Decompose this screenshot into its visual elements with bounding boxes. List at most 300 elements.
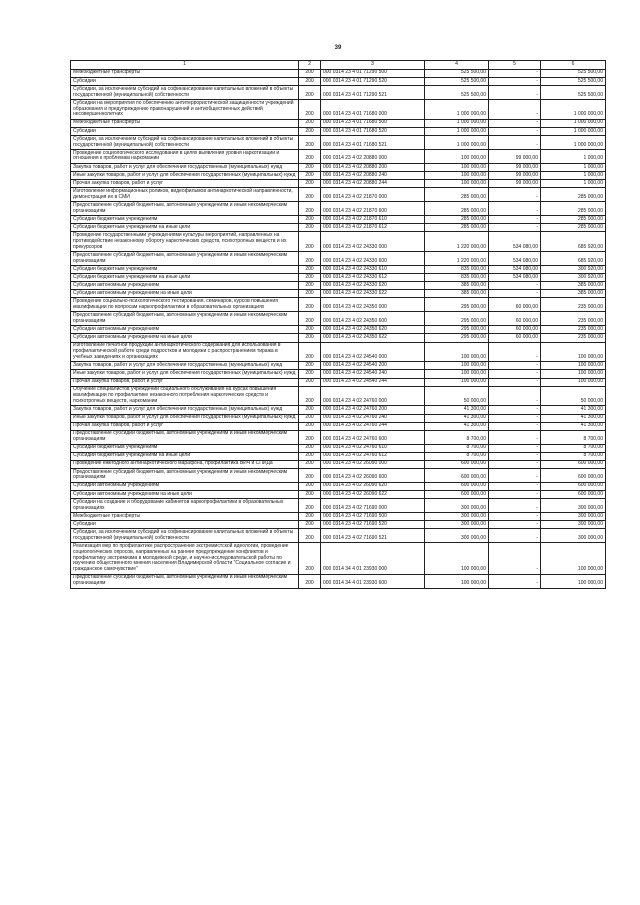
row-executed-amount: - xyxy=(489,406,541,414)
row-executed-amount: - xyxy=(489,127,541,135)
table-row xyxy=(71,460,606,468)
row-remaining-amount: 100 000,00 xyxy=(541,543,606,575)
row-name: Субсидии автономным учреждениям xyxy=(71,482,299,490)
table-row xyxy=(71,86,606,100)
table-header-row xyxy=(71,61,606,70)
row-name: Субсидии xyxy=(71,521,299,529)
row-executed-amount: - xyxy=(489,290,541,298)
row-executed-amount: 60 000,00 xyxy=(489,326,541,334)
row-name: Закупка товаров, работ и услуг для обеспечения государственных (муниципальных) нужд xyxy=(71,362,299,370)
row-name: Межбюджетные трансферты xyxy=(71,69,299,77)
row-name: Иные закупки товаров, работ и услуг для обеспечения государственных (муниципальных) нужд xyxy=(71,370,299,378)
row-executed-amount: - xyxy=(489,422,541,430)
row-line-code: 200 xyxy=(299,574,321,588)
row-name: Предоставление субсидий бюджетным, автономным учреждениям и иным некоммерческим организациям xyxy=(71,430,299,444)
row-remaining-amount: 300 920,00 xyxy=(541,266,606,274)
table-row xyxy=(71,69,606,77)
row-name: Субсидии xyxy=(71,127,299,135)
row-budget-code: 000 0314 23 4 02 24330 610 xyxy=(321,266,425,274)
row-remaining-amount: 50 000,00 xyxy=(541,386,606,406)
row-approved-amount: 525 500,00 xyxy=(425,69,489,77)
table-row xyxy=(71,77,606,85)
row-budget-code: 000 0314 23 4 02 21870 610 xyxy=(321,216,425,224)
row-executed-amount: - xyxy=(489,529,541,543)
row-line-code: 200 xyxy=(299,252,321,266)
row-executed-amount: - xyxy=(489,77,541,85)
row-name: Субсидии, за исключением субсидий на софинансирование капитальных вложений в объекты государственной (муниципальной) собственности xyxy=(71,136,299,150)
row-name: Субсидии автономным учреждениям на иные цели xyxy=(71,490,299,498)
row-budget-code: 000 0314 34 4 01 23930 000 xyxy=(321,543,425,575)
row-executed-amount: 534 080,00 xyxy=(489,266,541,274)
row-budget-code: 000 0314 23 4 02 26090 622 xyxy=(321,490,425,498)
budget-table xyxy=(70,60,606,589)
table-row xyxy=(71,180,606,188)
row-remaining-amount: 1 000 000,00 xyxy=(541,136,606,150)
row-budget-code: 000 0314 23 4 02 24540 000 xyxy=(321,342,425,362)
row-budget-code: 000 0314 23 4 01 71290 500 xyxy=(321,69,425,77)
row-name: Проведение государственными учреждениями культуры мероприятий, направленных на противодействие незаконному обороту наркотических средств, психотропных веществ и их прекурсоров xyxy=(71,232,299,252)
row-name: Предоставление субсидий бюджетным, автономным учреждениям и иным некоммерческим организациям xyxy=(71,574,299,588)
row-remaining-amount: 285 000,00 xyxy=(541,224,606,232)
row-approved-amount: 1 000 000,00 xyxy=(425,119,489,127)
row-budget-code: 000 0314 23 4 02 24350 000 xyxy=(321,298,425,312)
row-remaining-amount: 600 000,00 xyxy=(541,490,606,498)
row-approved-amount: 41 300,00 xyxy=(425,414,489,422)
row-budget-code: 000 0314 23 4 02 24760 240 xyxy=(321,414,425,422)
row-executed-amount: 534 080,00 xyxy=(489,232,541,252)
row-name: Предоставление субсидий бюджетным, автономным учреждениям и иным некоммерческим организациям xyxy=(71,312,299,326)
table-row xyxy=(71,370,606,378)
table-row xyxy=(71,543,606,575)
column-header: 5 xyxy=(489,61,541,70)
row-budget-code: 000 0314 23 4 01 71680 521 xyxy=(321,136,425,150)
row-executed-amount: - xyxy=(489,86,541,100)
row-approved-amount: 1 220 000,00 xyxy=(425,252,489,266)
row-approved-amount: 100 000,00 xyxy=(425,370,489,378)
row-name: Межбюджетные трансферты xyxy=(71,119,299,127)
row-budget-code: 000 0314 23 4 01 71680 520 xyxy=(321,127,425,135)
row-name: Субсидии на создание и оборудование кабинетов наркопрофилактики в образовательных организациях xyxy=(71,499,299,513)
table-row xyxy=(71,202,606,216)
row-budget-code: 000 0314 23 4 02 71690 521 xyxy=(321,529,425,543)
row-line-code: 200 xyxy=(299,468,321,482)
row-line-code: 200 xyxy=(299,298,321,312)
row-line-code: 200 xyxy=(299,163,321,171)
row-approved-amount: 600 000,00 xyxy=(425,468,489,482)
row-approved-amount: 285 000,00 xyxy=(425,224,489,232)
row-name: Обучение специалистов учреждений социального обслуживания на курсах повышения квалификации по профилактике незаконного потребления наркотических средств и психотропных веществ, наркомании xyxy=(71,386,299,406)
row-remaining-amount: 235 000,00 xyxy=(541,298,606,312)
row-approved-amount: 100 000,00 xyxy=(425,342,489,362)
row-budget-code: 000 0314 23 4 02 71690 520 xyxy=(321,521,425,529)
row-approved-amount: 41 300,00 xyxy=(425,406,489,414)
row-approved-amount: 8 700,00 xyxy=(425,430,489,444)
row-name: Закупка товаров, работ и услуг для обеспечения государственных (муниципальных) нужд xyxy=(71,163,299,171)
row-remaining-amount: 300 000,00 xyxy=(541,499,606,513)
row-remaining-amount: 525 500,00 xyxy=(541,86,606,100)
table-row xyxy=(71,430,606,444)
row-name: Субсидии бюджетным учреждениям xyxy=(71,216,299,224)
table-row xyxy=(71,136,606,150)
table-row xyxy=(71,406,606,414)
row-approved-amount: 285 000,00 xyxy=(425,188,489,202)
row-remaining-amount: 100 000,00 xyxy=(541,574,606,588)
row-budget-code: 000 0314 23 4 02 24760 244 xyxy=(321,422,425,430)
table-row xyxy=(71,266,606,274)
row-line-code: 200 xyxy=(299,290,321,298)
row-line-code: 200 xyxy=(299,414,321,422)
table-row xyxy=(71,521,606,529)
row-remaining-amount: 100 000,00 xyxy=(541,378,606,386)
row-remaining-amount: 100 000,00 xyxy=(541,362,606,370)
row-remaining-amount: 300 000,00 xyxy=(541,521,606,529)
row-name: Субсидии, за исключением субсидий на софинансирование капитальных вложений в объекты государственной (муниципальной) собственности xyxy=(71,86,299,100)
table-row xyxy=(71,127,606,135)
row-budget-code: 000 0314 23 4 02 24330 600 xyxy=(321,252,425,266)
row-executed-amount: - xyxy=(489,490,541,498)
row-executed-amount: - xyxy=(489,460,541,468)
row-approved-amount: 300 000,00 xyxy=(425,513,489,521)
row-executed-amount: 99 000,00 xyxy=(489,163,541,171)
row-budget-code: 000 0314 23 4 01 71680 500 xyxy=(321,119,425,127)
table-row xyxy=(71,224,606,232)
row-approved-amount: 285 000,00 xyxy=(425,202,489,216)
row-executed-amount: - xyxy=(489,386,541,406)
table-row xyxy=(71,468,606,482)
row-budget-code: 000 0314 23 4 02 20880 000 xyxy=(321,150,425,164)
row-executed-amount: - xyxy=(489,370,541,378)
page-number: 39 xyxy=(334,45,342,51)
row-budget-code: 000 0314 23 4 02 26090 620 xyxy=(321,482,425,490)
row-line-code: 200 xyxy=(299,444,321,452)
row-budget-code: 000 0314 23 4 02 24330 612 xyxy=(321,274,425,282)
row-executed-amount: - xyxy=(489,430,541,444)
table-row xyxy=(71,574,606,588)
row-approved-amount: 600 000,00 xyxy=(425,482,489,490)
row-budget-code: 000 0314 23 4 02 21870 600 xyxy=(321,202,425,216)
table-row xyxy=(71,274,606,282)
row-name: Прочая закупка товаров, работ и услуг xyxy=(71,180,299,188)
row-remaining-amount: 385 000,00 xyxy=(541,290,606,298)
row-line-code: 200 xyxy=(299,386,321,406)
row-name: Субсидии, за исключением субсидий на софинансирование капитальных вложений в объекты государственной (муниципальной) собственности xyxy=(71,529,299,543)
row-remaining-amount: 600 000,00 xyxy=(541,460,606,468)
table-row xyxy=(71,150,606,164)
row-name: Предоставление субсидий бюджетным, автономным учреждениям и иным некоммерческим организациям xyxy=(71,468,299,482)
row-name: Проведение социально-психологического тестирования, семинаров, курсов повышения квалификации по вопросам наркопрофилактики в образовательных организациях xyxy=(71,298,299,312)
row-executed-amount: - xyxy=(489,282,541,290)
table-body xyxy=(71,69,606,588)
row-approved-amount: 1 220 000,00 xyxy=(425,232,489,252)
row-name: Предоставление субсидий бюджетным, автономным учреждениям и иным некоммерческим организациям xyxy=(71,202,299,216)
row-budget-code: 000 0314 23 4 01 71680 000 xyxy=(321,100,425,120)
row-remaining-amount: 1 000,00 xyxy=(541,180,606,188)
row-remaining-amount: 600 000,00 xyxy=(541,482,606,490)
table-row xyxy=(71,342,606,362)
table-row xyxy=(71,414,606,422)
row-line-code: 200 xyxy=(299,100,321,120)
row-line-code: 200 xyxy=(299,342,321,362)
row-executed-amount: - xyxy=(489,342,541,362)
row-name: Проведение социологического исследования в целях выявления уровня наркотизации и отношения к проблемам наркомании xyxy=(71,150,299,164)
row-executed-amount: 60 000,00 xyxy=(489,312,541,326)
row-remaining-amount: 285 000,00 xyxy=(541,188,606,202)
row-approved-amount: 8 700,00 xyxy=(425,452,489,460)
row-approved-amount: 100 000,00 xyxy=(425,378,489,386)
row-executed-amount: - xyxy=(489,69,541,77)
row-line-code: 200 xyxy=(299,119,321,127)
row-line-code: 200 xyxy=(299,202,321,216)
row-executed-amount: 99 000,00 xyxy=(489,150,541,164)
row-remaining-amount: 600 000,00 xyxy=(541,468,606,482)
row-approved-amount: 300 000,00 xyxy=(425,521,489,529)
row-remaining-amount: 300 000,00 xyxy=(541,529,606,543)
row-remaining-amount: 1 000 000,00 xyxy=(541,119,606,127)
row-line-code: 200 xyxy=(299,224,321,232)
row-remaining-amount: 300 000,00 xyxy=(541,513,606,521)
row-executed-amount: - xyxy=(489,574,541,588)
row-remaining-amount: 100 000,00 xyxy=(541,342,606,362)
table-row xyxy=(71,312,606,326)
row-executed-amount: 99 000,00 xyxy=(489,172,541,180)
row-approved-amount: 285 000,00 xyxy=(425,216,489,224)
row-name: Субсидии автономным учреждениям на иные цели xyxy=(71,334,299,342)
row-remaining-amount: 8 700,00 xyxy=(541,452,606,460)
row-executed-amount: - xyxy=(489,378,541,386)
row-line-code: 200 xyxy=(299,77,321,85)
row-budget-code: 000 0314 23 4 02 24540 200 xyxy=(321,362,425,370)
row-line-code: 200 xyxy=(299,460,321,468)
table-row xyxy=(71,232,606,252)
column-header: 6 xyxy=(541,61,606,70)
column-header: 1 xyxy=(71,61,299,70)
row-name: Иные закупки товаров, работ и услуг для обеспечения государственных (муниципальных) нужд xyxy=(71,414,299,422)
row-approved-amount: 1 000 000,00 xyxy=(425,127,489,135)
table-row xyxy=(71,513,606,521)
table-row xyxy=(71,172,606,180)
row-approved-amount: 300 000,00 xyxy=(425,529,489,543)
row-approved-amount: 300 000,00 xyxy=(425,499,489,513)
row-executed-amount: - xyxy=(489,543,541,575)
row-line-code: 200 xyxy=(299,188,321,202)
row-remaining-amount: 41 300,00 xyxy=(541,414,606,422)
row-name: Субсидии на мероприятия по обеспечению антитеррористической защищенности учреждений образования и предупреждению правонарушений и антиобщественных действий несовершеннолетних xyxy=(71,100,299,120)
row-approved-amount: 835 000,00 xyxy=(425,266,489,274)
row-budget-code: 000 0314 23 4 01 71290 521 xyxy=(321,86,425,100)
row-approved-amount: 835 000,00 xyxy=(425,274,489,282)
row-executed-amount: - xyxy=(489,202,541,216)
row-approved-amount: 600 000,00 xyxy=(425,490,489,498)
row-executed-amount: - xyxy=(489,188,541,202)
row-line-code: 200 xyxy=(299,282,321,290)
row-line-code: 200 xyxy=(299,86,321,100)
table-row xyxy=(71,452,606,460)
table-row xyxy=(71,163,606,171)
row-name: Предоставление субсидий бюджетным, автономным учреждениям и иным некоммерческим организациям xyxy=(71,252,299,266)
row-budget-code: 000 0314 23 4 02 71690 000 xyxy=(321,499,425,513)
row-budget-code: 000 0314 23 4 02 24330 622 xyxy=(321,290,425,298)
row-approved-amount: 100 000,00 xyxy=(425,180,489,188)
row-executed-amount: 99 000,00 xyxy=(489,180,541,188)
row-approved-amount: 100 000,00 xyxy=(425,362,489,370)
row-approved-amount: 100 000,00 xyxy=(425,543,489,575)
row-line-code: 200 xyxy=(299,334,321,342)
row-remaining-amount: 685 920,00 xyxy=(541,252,606,266)
row-approved-amount: 295 000,00 xyxy=(425,298,489,312)
row-remaining-amount: 285 000,00 xyxy=(541,202,606,216)
row-budget-code: 000 0314 34 4 01 23930 600 xyxy=(321,574,425,588)
table-row xyxy=(71,290,606,298)
row-name: Реализация мер по профилактике распространения экстремистской идеологии, проведение социологических опросов, направленных на раннее предупреждение конфликтов и профилактику экстремизма в молодежной среде, и научно-исследовательской работы по изучению общественного мнения населения Владимирской области "Социальное согласие и гражданское самочувствие" xyxy=(71,543,299,575)
row-budget-code: 000 0314 23 4 02 20880 244 xyxy=(321,180,425,188)
row-line-code: 200 xyxy=(299,180,321,188)
row-line-code: 200 xyxy=(299,490,321,498)
row-name: Закупка товаров, работ и услуг для обеспечения государственных (муниципальных) нужд xyxy=(71,406,299,414)
row-name: Проведение ежегодного антинаркотического марафона, профилактика ВИЧ и СПИДа xyxy=(71,460,299,468)
row-approved-amount: 1 000 000,00 xyxy=(425,136,489,150)
table-row xyxy=(71,499,606,513)
row-budget-code: 000 0314 23 4 02 24760 200 xyxy=(321,406,425,414)
table-row xyxy=(71,386,606,406)
column-header: 4 xyxy=(425,61,489,70)
row-approved-amount: 1 000 000,00 xyxy=(425,100,489,120)
table-row xyxy=(71,422,606,430)
row-budget-code: 000 0314 23 4 02 24760 000 xyxy=(321,386,425,406)
row-line-code: 200 xyxy=(299,430,321,444)
row-approved-amount: 295 000,00 xyxy=(425,334,489,342)
row-name: Субсидии автономным учреждениям xyxy=(71,326,299,334)
row-remaining-amount: 525 500,00 xyxy=(541,77,606,85)
table-row xyxy=(71,334,606,342)
row-approved-amount: 41 300,00 xyxy=(425,422,489,430)
row-approved-amount: 50 000,00 xyxy=(425,386,489,406)
row-executed-amount: - xyxy=(489,452,541,460)
table-row xyxy=(71,490,606,498)
row-budget-code: 000 0314 23 4 01 71290 520 xyxy=(321,77,425,85)
table-row xyxy=(71,188,606,202)
row-executed-amount: - xyxy=(489,119,541,127)
row-executed-amount: 534 080,00 xyxy=(489,252,541,266)
row-line-code: 200 xyxy=(299,370,321,378)
table-row xyxy=(71,362,606,370)
row-executed-amount: - xyxy=(489,362,541,370)
row-executed-amount: 60 000,00 xyxy=(489,334,541,342)
row-line-code: 200 xyxy=(299,150,321,164)
row-line-code: 200 xyxy=(299,127,321,135)
row-line-code: 200 xyxy=(299,406,321,414)
row-approved-amount: 8 700,00 xyxy=(425,444,489,452)
row-budget-code: 000 0314 23 4 02 26090 000 xyxy=(321,460,425,468)
row-approved-amount: 600 000,00 xyxy=(425,460,489,468)
row-approved-amount: 295 000,00 xyxy=(425,326,489,334)
row-approved-amount: 100 000,00 xyxy=(425,163,489,171)
row-budget-code: 000 0314 23 4 02 24330 620 xyxy=(321,282,425,290)
row-executed-amount: - xyxy=(489,468,541,482)
table-row xyxy=(71,298,606,312)
row-remaining-amount: 1 000,00 xyxy=(541,150,606,164)
row-remaining-amount: 685 920,00 xyxy=(541,232,606,252)
row-name: Субсидии бюджетным учреждениям xyxy=(71,444,299,452)
row-approved-amount: 100 000,00 xyxy=(425,150,489,164)
row-budget-code: 000 0314 23 4 02 24760 610 xyxy=(321,444,425,452)
table-row xyxy=(71,100,606,120)
row-remaining-amount: 1 000 000,00 xyxy=(541,127,606,135)
row-remaining-amount: 100 000,00 xyxy=(541,370,606,378)
row-budget-code: 000 0314 23 4 02 24760 600 xyxy=(321,430,425,444)
row-executed-amount: - xyxy=(489,136,541,150)
column-header: 2 xyxy=(299,61,321,70)
row-executed-amount: - xyxy=(489,482,541,490)
row-line-code: 200 xyxy=(299,378,321,386)
row-remaining-amount: 235 000,00 xyxy=(541,334,606,342)
row-executed-amount: - xyxy=(489,521,541,529)
row-name: Изготовление печатной продукции антинаркотического содержания для использования в профилактической работе среди подростков и молодежи с распространением тиража в учебных заведениях и организациях xyxy=(71,342,299,362)
row-remaining-amount: 8 700,00 xyxy=(541,430,606,444)
row-line-code: 200 xyxy=(299,216,321,224)
row-remaining-amount: 385 000,00 xyxy=(541,282,606,290)
row-remaining-amount: 1 000,00 xyxy=(541,163,606,171)
row-approved-amount: 295 000,00 xyxy=(425,312,489,326)
row-line-code: 200 xyxy=(299,266,321,274)
table-row xyxy=(71,326,606,334)
row-remaining-amount: 41 300,00 xyxy=(541,406,606,414)
row-budget-code: 000 0314 23 4 02 20880 240 xyxy=(321,172,425,180)
row-executed-amount: - xyxy=(489,100,541,120)
row-approved-amount: 100 000,00 xyxy=(425,172,489,180)
row-line-code: 200 xyxy=(299,232,321,252)
row-line-code: 200 xyxy=(299,513,321,521)
row-name: Субсидии автономным учреждениям на иные цели xyxy=(71,290,299,298)
row-budget-code: 000 0314 23 4 02 24540 244 xyxy=(321,378,425,386)
row-line-code: 200 xyxy=(299,529,321,543)
row-budget-code: 000 0314 23 4 02 24350 600 xyxy=(321,312,425,326)
row-executed-amount: - xyxy=(489,444,541,452)
row-line-code: 200 xyxy=(299,136,321,150)
row-remaining-amount: 525 500,00 xyxy=(541,69,606,77)
row-budget-code: 000 0314 23 4 02 20880 200 xyxy=(321,163,425,171)
row-line-code: 200 xyxy=(299,312,321,326)
row-executed-amount: - xyxy=(489,216,541,224)
table-row xyxy=(71,119,606,127)
row-name: Межбюджетные трансферты xyxy=(71,513,299,521)
row-executed-amount: - xyxy=(489,499,541,513)
row-approved-amount: 385 000,00 xyxy=(425,290,489,298)
row-budget-code: 000 0314 23 4 02 24540 240 xyxy=(321,370,425,378)
table-row xyxy=(71,529,606,543)
row-line-code: 200 xyxy=(299,499,321,513)
row-line-code: 200 xyxy=(299,362,321,370)
row-budget-code: 000 0314 23 4 02 26090 600 xyxy=(321,468,425,482)
row-line-code: 200 xyxy=(299,274,321,282)
column-header: 3 xyxy=(321,61,425,70)
row-name: Прочая закупка товаров, работ и услуг xyxy=(71,422,299,430)
table-row xyxy=(71,282,606,290)
row-remaining-amount: 8 700,00 xyxy=(541,444,606,452)
row-remaining-amount: 285 000,00 xyxy=(541,216,606,224)
row-executed-amount: - xyxy=(489,224,541,232)
row-name: Субсидии бюджетным учреждениям на иные цели xyxy=(71,274,299,282)
row-line-code: 200 xyxy=(299,422,321,430)
row-budget-code: 000 0314 23 4 02 71690 500 xyxy=(321,513,425,521)
row-budget-code: 000 0314 23 4 02 24330 000 xyxy=(321,232,425,252)
row-budget-code: 000 0314 23 4 02 24350 622 xyxy=(321,334,425,342)
row-line-code: 200 xyxy=(299,326,321,334)
row-budget-code: 000 0314 23 4 02 21870 612 xyxy=(321,224,425,232)
row-name: Иные закупки товаров, работ и услуг для обеспечения государственных (муниципальных) нужд xyxy=(71,172,299,180)
row-approved-amount: 385 000,00 xyxy=(425,282,489,290)
row-line-code: 200 xyxy=(299,172,321,180)
row-approved-amount: 100 000,00 xyxy=(425,574,489,588)
